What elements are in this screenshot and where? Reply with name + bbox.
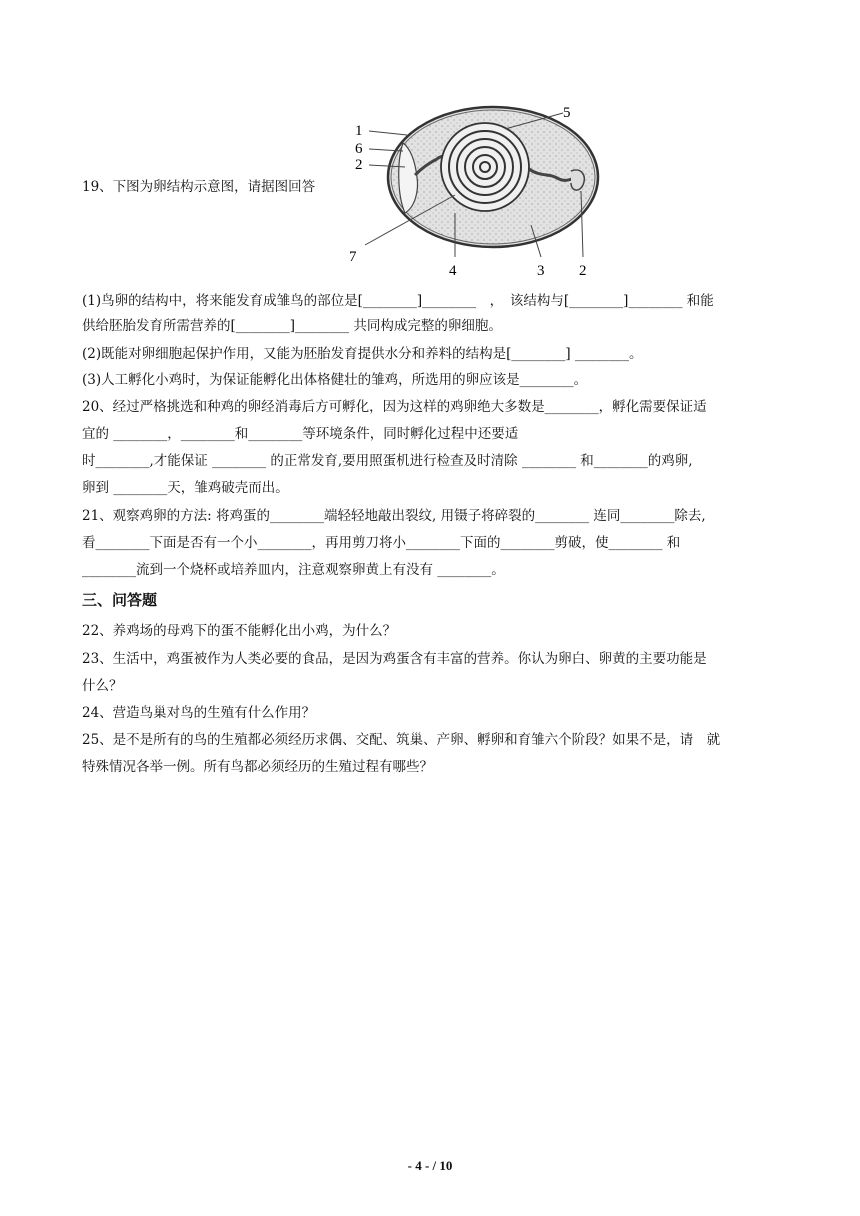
diagram-label: 6 <box>355 141 363 157</box>
egg-structure-diagram <box>345 95 615 285</box>
diagram-label: 3 <box>537 263 545 279</box>
diagram-label: 2 <box>579 263 587 279</box>
q20-line4: 卵到 ________天，雏鸡破壳而出。 <box>82 480 289 496</box>
egg-yolk <box>441 123 529 211</box>
diagram-label: 1 <box>355 123 363 139</box>
q19-item1-line2: 供给胚胎发育所需营养的[________]________ 共同构成完整的卵细胞。 <box>82 318 502 334</box>
q21-line1: 21、观察鸡卵的方法: 将鸡蛋的________端轻轻地敲出裂纹, 用镊子将碎裂的________ 连同________除去, <box>82 508 706 524</box>
section-heading: 三、问答题 <box>82 591 158 609</box>
q24: 24、营造鸟巢对鸟的生殖有什么作用？ <box>82 705 316 721</box>
q21-line2: 看________下面是否有一个小________，再用剪刀将小________下面的________剪破，使________ 和 <box>82 535 681 551</box>
diagram-label: 4 <box>449 263 457 279</box>
diagram-label: 2 <box>355 157 363 173</box>
diagram-label: 7 <box>349 249 357 265</box>
q22: 22、养鸡场的母鸡下的蛋不能孵化出小鸡，为什么？ <box>82 623 397 639</box>
diagram-label: 5 <box>563 105 571 121</box>
q20-line3: 时________,才能保证 ________ 的正常发育,要用照蛋机进行检查及时清除 ________ 和________的鸡卵, <box>82 453 693 469</box>
q23-line2: 什么？ <box>82 678 123 694</box>
q19-title: 19、下图为卵结构示意图，请据图回答 <box>82 179 316 195</box>
q23-line1: 23、生活中，鸡蛋被作为人类必要的食品，是因为鸡蛋含有丰富的营养。你认为卵白、卵黄的主要功能是 <box>82 651 707 667</box>
q19-item1-line1: (1)鸟卵的结构中，将来能发育成雏鸟的部位是[________]________ ， 该结构与[________]________ 和能 <box>82 293 714 309</box>
q20-line1: 20、经过严格挑选和种鸡的卵经消毒后方可孵化，因为这样的鸡卵绝大多数是________，孵化需要保证适 <box>82 399 707 415</box>
page-number: - 4 - / 10 <box>407 1158 453 1173</box>
q19-item2: (2)既能对卵细胞起保护作用，又能为胚胎发育提供水分和养料的结构是[________] ________。 <box>82 346 643 362</box>
q25-line1: 25、是不是所有的鸟的生殖都必须经历求偶、交配、筑巢、产卵、孵卵和育雏六个阶段？如果不是，请 就 <box>82 732 721 748</box>
q20-line2: 宜的 ________，________和________等环境条件，同时孵化过程中还要适 <box>82 426 519 442</box>
q21-line3: ________流到一个烧杯或培养皿内，注意观察卵黄上有没有 ________。 <box>82 562 505 578</box>
q19-item3: (3)人工孵化小鸡时，为保证能孵化出体格健壮的雏鸡，所选用的卵应该是________。 <box>82 372 588 388</box>
q25-line2: 特殊情况各举一例。所有鸟都必须经历的生殖过程有哪些？ <box>82 759 433 775</box>
